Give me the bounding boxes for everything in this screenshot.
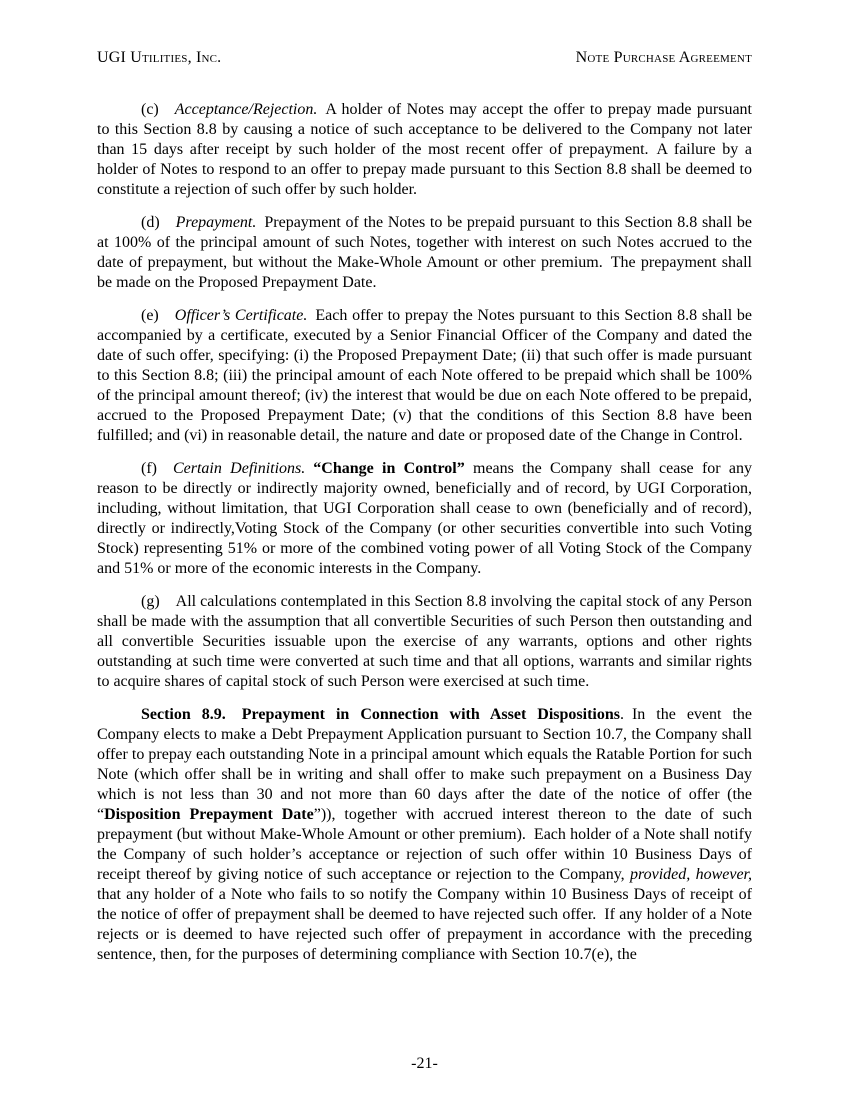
text-run: Each offer to prepay the Notes pursuant to this Section 8.8 shall be accompanied by a certificate, executed by a Senior Financial Officer of the Company and dated the date of such offer, specifying: (i) the Proposed Prepayment Date; (ii) that such offer is made pursuant to this Section 8.8; (iii) the principal amount of each Note offered to be prepaid which shall be 100% of the principal amount thereof; (iv) the interest that would be due on each Note offered to be prepaid, accrued to the Proposed Prepayment Date; (v) that the conditions of this Section 8.8 have been fulfilled; and (vi) in reasonable detail, the nature and date or proposed date of the Change in Control. [97, 307, 752, 444]
text-run: Certain Definitions. [172, 460, 306, 477]
text-run: (e) [141, 307, 175, 324]
paragraph-d [97, 213, 752, 293]
text-run: Disposition Prepayment Date [104, 806, 314, 823]
text-run: All calculations contemplated in this Section 8.8 involving the capital stock of any Person shall be made with the assumption that all convertible Securities of such Person then outstanding and all convertible Securities issuable upon the exercise of any warrants, options and other rights outstanding at such time were converted at such time and that all options, warrants and similar rights to acquire shares of capital stock of such Person were exercised at such time. [97, 593, 752, 690]
header-document-title: Note Purchase Agreement [575, 49, 752, 66]
paragraph-c [97, 100, 752, 200]
text-run: (d) [141, 214, 176, 231]
paragraph-g [97, 592, 752, 692]
text-run: (g) [141, 593, 176, 610]
page-footer [0, 1054, 849, 1074]
text-run: Prepayment. [175, 214, 257, 231]
page-header [97, 48, 752, 68]
text-run: means the Company shall cease for any reason to be directly or indirectly majority owned, beneficially and of record, by UGI Corporation, including, without limitation, that UGI Corporation shall cease to own (beneficially and of record), directly or indirectly,Voting Stock of the Company (or other securities convertible into such Voting Stock) representing 51% or more of the combined voting power of all Voting Stock of the Company and 51% or more of the economic interests in the Company. [97, 460, 752, 577]
text-run: that any holder of a Note who fails to so notify the Company within 10 Business Days of receipt of the notice of offer of prepayment shall be deemed to have rejected such offer. If any holder of a Note rejects or is deemed to have rejected such offer of prepayment in accordance with the preceding sentence, then, for the purposes of determining compliance with Section 10.7(e), the [97, 886, 752, 963]
text-run: Section 8.9. Prepayment in Connection with Asset Dispositions [141, 706, 620, 723]
text-run: A holder of Notes may accept the offer to prepay made pursuant to this Section 8.8 by causing a notice of such acceptance to be delivered to the Company not later than 15 days after receipt by such holder of the most recent offer of prepayment. A failure by a holder of Notes to respond to an offer to prepay made pursuant to this Section 8.8 shall be deemed to constitute a rejection of such offer by such holder. [97, 101, 752, 198]
text-run: ”)), together with accrued interest thereon to the date of such prepayment (but without Make-Whole Amount or other premium). Each holder of a Note shall notify the Company of such holder’s acceptance or rejection of such offer within 10 Business Days of receipt thereof by giving notice of such acceptance or rejection to the Company, [97, 806, 752, 883]
text-run: Prepayment of the Notes to be prepaid pursuant to this Section 8.8 shall be at 100% of the principal amount of such Notes, together with interest on such Notes accrued to the date of prepayment, but without the Make-Whole Amount or other premium. The prepayment shall be made on the Proposed Prepayment Date. [97, 214, 752, 291]
paragraph-f [97, 459, 752, 579]
page-number: -21- [411, 1055, 438, 1072]
paragraph-section-8-9 [97, 705, 752, 965]
document-body [97, 100, 752, 965]
header-company-name: UGI Utilities, Inc. [97, 49, 222, 66]
text-run: (c) [141, 101, 175, 118]
text-run: Acceptance/Rejection. [174, 101, 318, 118]
text-run: (f) [141, 460, 173, 477]
paragraph-e [97, 306, 752, 446]
text-run: “Change in Control” [313, 460, 465, 477]
text-run: Officer’s Certificate. [174, 307, 308, 324]
text-run: provided, however, [629, 866, 752, 883]
text-run: . In the event the Company elects to make a Debt Prepayment Application pursuant to Section 10.7, the Company shall offer to prepay each outstanding Note in a principal amount which equals the Ratable Portion for such Note (which offer shall be in writing and shall offer to make such prepayment on a Business Day which is not less than 30 and not more than 60 days after the date of the notice of offer (the “ [97, 706, 752, 823]
